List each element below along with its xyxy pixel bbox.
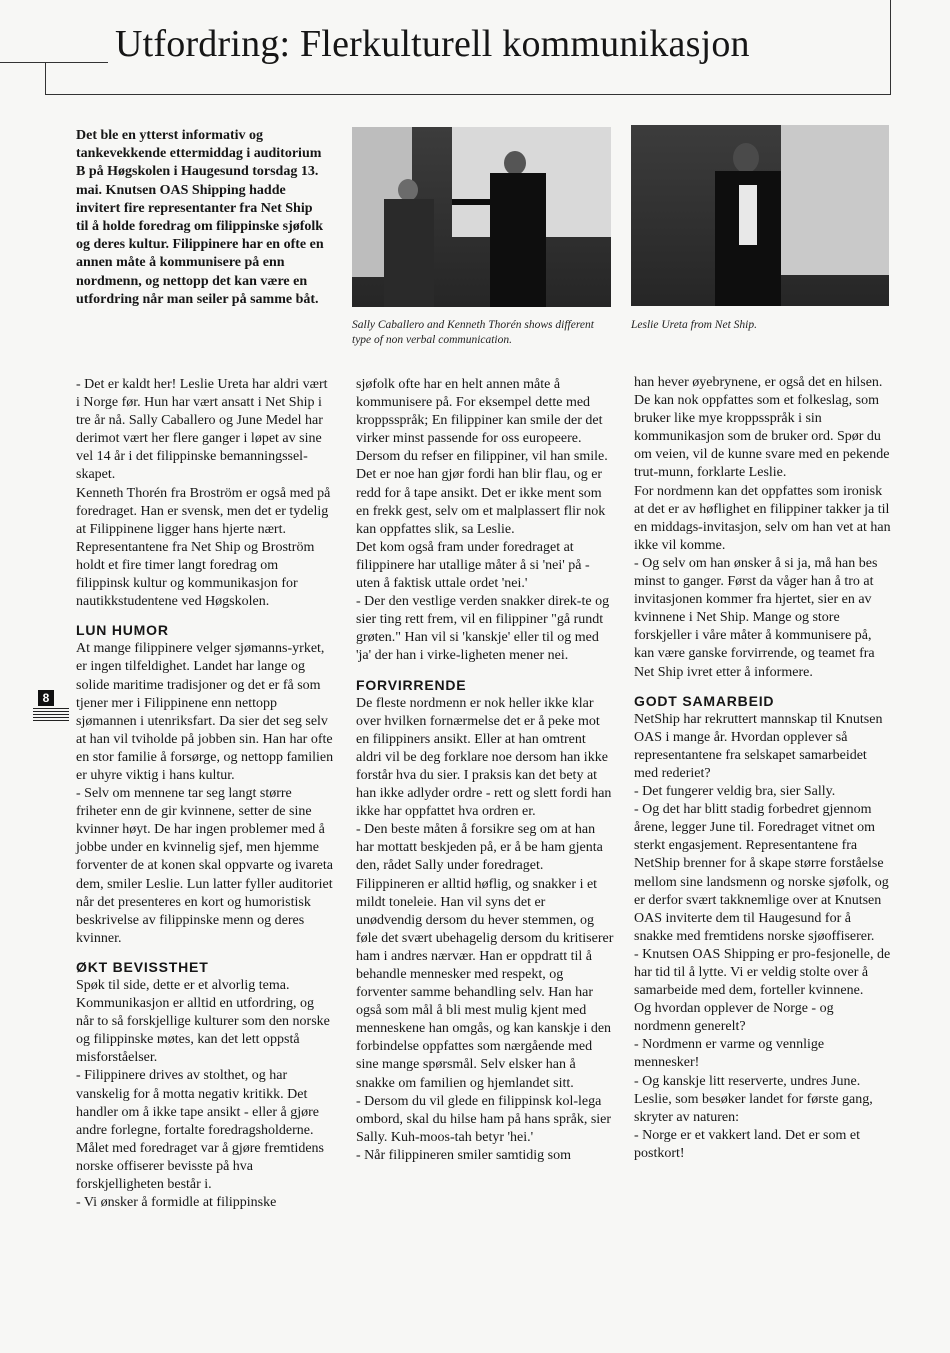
section-heading-lun-humor: LUN HUMOR	[76, 622, 169, 639]
col2-paragraph: - Dersom du vil glede en filippinsk kol-lega ombord, skal du hilse ham på hans språk, sier Sally. Kuh-moos-tah betyr 'hei.'	[356, 1093, 612, 1145]
col3-paragraph: NetShip har rekruttert mannskap til Knutsen OAS i mange år. Hvordan opplever så representantene fra selskapet samarbeidet med rederiet?	[634, 711, 883, 781]
col3-paragraph: han hever øyebrynene, er også det en hilsen. De kan nok oppfattes som et folkeslag, som bruker like mye kroppsspråk i sin kommunikasjon som de bruker ord. Spør du om veien, vil de kunne svare med en pekende trut-munn, forklarte Leslie.	[634, 375, 890, 481]
col3-paragraph: Og hvordan opplever de Norge - og nordmenn generelt?	[634, 1001, 834, 1035]
col2-paragraph: Filippineren er alltid høflig, og snakker i et mildt toneleie. Han vil syns det er unødvendig dersom du hever stemmen, og føle det svært ubehagelig dersom du kritiserer ham i andres nærvær. Han er oppdratt til å behandle mennesker med respekt, og forventer samme behandling selv. Han har også som mål å bli mest mulig kjent med menneskene han omgås, og kan kanskje i den forbindelse oppfattes som nærgående med sine mange spørsmål. Selv elsker han å snakke om familien og hjemlandet sitt.	[356, 876, 614, 1091]
section-heading-okt-bevissthet: ØKT BEVISSTHET	[76, 958, 209, 975]
col3-paragraph: - Og det har blitt stadig forbedret gjennom årene, legger June til. Foredraget vitnet om sterkt engasjement. Representantene fra NetShip brenner for å skape større forståelse mellom sine landsmenn og norske sjøfolk, og er derfor svært takknemlige over at Knutsen OAS inviterte dem til Haugesund for å snakke med fremtidens norske sjøoffiserer.	[634, 802, 889, 944]
title-frame-bottom	[45, 94, 891, 95]
col2-paragraph: Det kom også fram under foredraget at filippinere har utallige måter å si 'nei' på - uten å faktisk uttale ordet 'nei.'	[356, 539, 590, 592]
page-number: 8	[38, 690, 54, 706]
title-frame-right	[890, 0, 891, 94]
col1-paragraph: - Selv om mennene tar seg langt større friheter enn de gir kvinnene, setter de sine kvinner høyt. De har ingen problemer med å jobbe under en kvinnelig sjef, men hjemme forventer de at konen skal oppvarte og ivareta dem, smiler Leslie. Lun latter fyller auditoriet når det presenteres en kort og humoristisk beskrivelse av filippinske menn og deres kvinner.	[76, 786, 333, 946]
column-3	[634, 374, 892, 1163]
col1-paragraph: - Filippinere drives av stolthet, og har vanskelig for å motta negativ kritikk. Det handler om å ikke tape ansikt - eller å gjøre andre forlegne, fortalte foredragsholderne.	[76, 1068, 319, 1138]
photo-right-caption: Leslie Ureta from Net Ship.	[631, 319, 757, 331]
col1-paragraph: - Vi ønsker å formidle at filippinske	[76, 1195, 277, 1211]
col3-paragraph: - Og kanskje litt reserverte, undres June. Leslie, som besøker landet for første gang, skryter av naturen:	[634, 1073, 873, 1125]
col1-paragraph: Kenneth Thorén fra Broström er også med på foredraget. Han er svensk, men det er tydelig at Filippinene ligger hans hjerte nært. Representantene fra Net Ship og Broström holdt et fire timer langt foredrag om filippinsk kultur og kommunikasjon for nautikkstudentene ved Høgskolen.	[76, 485, 331, 610]
section-heading-godt-samarbeid: GODT SAMARBEID	[634, 692, 775, 709]
photo-sally-kenneth	[352, 127, 611, 307]
column-1	[76, 376, 334, 1212]
col2-paragraph: sjøfolk ofte har en helt annen måte å kommunisere på. For eksempel dette med kroppsspråk; En filippiner kan smile der det virker minst passende for oss europeere.	[356, 377, 603, 447]
col2-paragraph: Dersom du refser en filippiner, vil han smile. Det er noe han gjør fordi han blir flau, og er redd for å tape ansikt. Det er ikke ment som en frekk gest, selv om et malplassert flir nok kan oppfattes slik, sa Leslie.	[356, 449, 608, 537]
title-rule	[0, 62, 108, 63]
col3-paragraph: For nordmenn kan det oppfattes som ironisk at det er av høflighet en filippiner takker ja til en middags-invitasjon, selv om han vet at han ikke vil komme.	[634, 483, 891, 553]
title-frame-left	[45, 62, 46, 95]
col2-paragraph: - Når filippineren smiler samtidig som	[356, 1147, 572, 1163]
photo-leslie	[631, 125, 889, 306]
col3-paragraph: - Og selv om han ønsker å si ja, må han bes minst to ganger. Først da våger han å tro at invitasjonen kommer fra hjertet, sier en av kvinnene i Net Ship. Mange og store forskjeller i våre måter å kommunisere på, kan være ganske forvirrende, og teamet fra Net Ship ivret etter å informere.	[634, 555, 878, 680]
column-2	[356, 376, 614, 1165]
col3-paragraph: - Det fungerer veldig bra, sier Sally.	[634, 784, 836, 800]
article-title: Utfordring: Flerkulturell kommunikasjon	[115, 23, 750, 65]
article-lead: Det ble en ytterst informativ og tankevekkende ettermiddag i auditorium B på Høgskolen i Haugesund torsdag 13. mai. Knutsen OAS Shipping hadde invitert fire representanter fra Net Ship til å holde foredrag om filippinske sjøfolk og deres kultur. Filippinere har en ofte en annen måte å kommunisere på enn nordmenn, og nettopp det kan være en utfordring når man seiler på samme båt.	[76, 128, 324, 307]
col3-paragraph: - Norge er et vakkert land. Det er som et postkort!	[634, 1127, 860, 1161]
page-number-lines	[33, 708, 69, 723]
col2-paragraph: - Den beste måten å forsikre seg om at han har mottatt beskjeden på, er å be ham gjenta den, rådet Sally under foredraget.	[356, 822, 603, 874]
col2-paragraph: De fleste nordmenn er nok heller ikke klar over hvilken fornærmelse det er å peke mot en filippiners ansikt. Eller at han omtrent aldri vil be deg forklare noe dersom han ikke forstår hva du sier. I praksis kan det bety at han ikke adlyder ordre - rett og slett fordi han ikke har oppfattet hva ordren er.	[356, 695, 612, 820]
col3-paragraph: - Knutsen OAS Shipping er pro-fesjonelle, de har tid til å lytte. Vi er veldig stolte over å samarbeide med dem, forteller kvinnene.	[634, 946, 891, 999]
col1-paragraph: - Det er kaldt her! Leslie Ureta har aldri vært i Norge før. Hun har vært ansatt i Net Ship i tre år nå. Sally Caballero og June Medel har derimot vært her flere ganger i løpet av sine vel 14 år i det filippinske bemanningssel-skapet.	[76, 377, 328, 483]
col1-paragraph: At mange filippinere velger sjømanns-yrket, er ingen tilfeldighet. Landet har lange og solide maritime tradisjoner og det er få som tjener mer i Filippinene enn nettopp sjømannen i utenriksfart. Da sier det seg selv at han vil tviholde på jobben sin. Han har ofte en stor familie å forsørge, og nettopp familien er uhyre viktig i hans kultur.	[76, 641, 334, 783]
col1-paragraph: Målet med foredraget var å gjøre fremtidens norske offiserer bevisste på hva forskjelligheten består i.	[76, 1140, 325, 1193]
photo-left-caption: Sally Caballero and Kenneth Thorén shows different type of non verbal communication.	[352, 319, 594, 346]
col3-paragraph: - Nordmenn er varme og vennlige mennesker!	[634, 1037, 825, 1071]
col1-paragraph: Spøk til side, dette er et alvorlig tema. Kommunikasjon er alltid en utfordring, og når to så forskjellige kulturer som den norske og filippinske møtes, kan det lett oppstå misforståelser.	[76, 978, 330, 1066]
col2-paragraph: - Der den vestlige verden snakker direk-te og sier ting rett frem, vil en filippiner "gå rundt grøten." Han vil si 'kanskje' eller til og med 'ja' der han i virke-ligheten mener nei.	[356, 594, 610, 664]
section-heading-forvirrende: FORVIRRENDE	[356, 676, 467, 693]
